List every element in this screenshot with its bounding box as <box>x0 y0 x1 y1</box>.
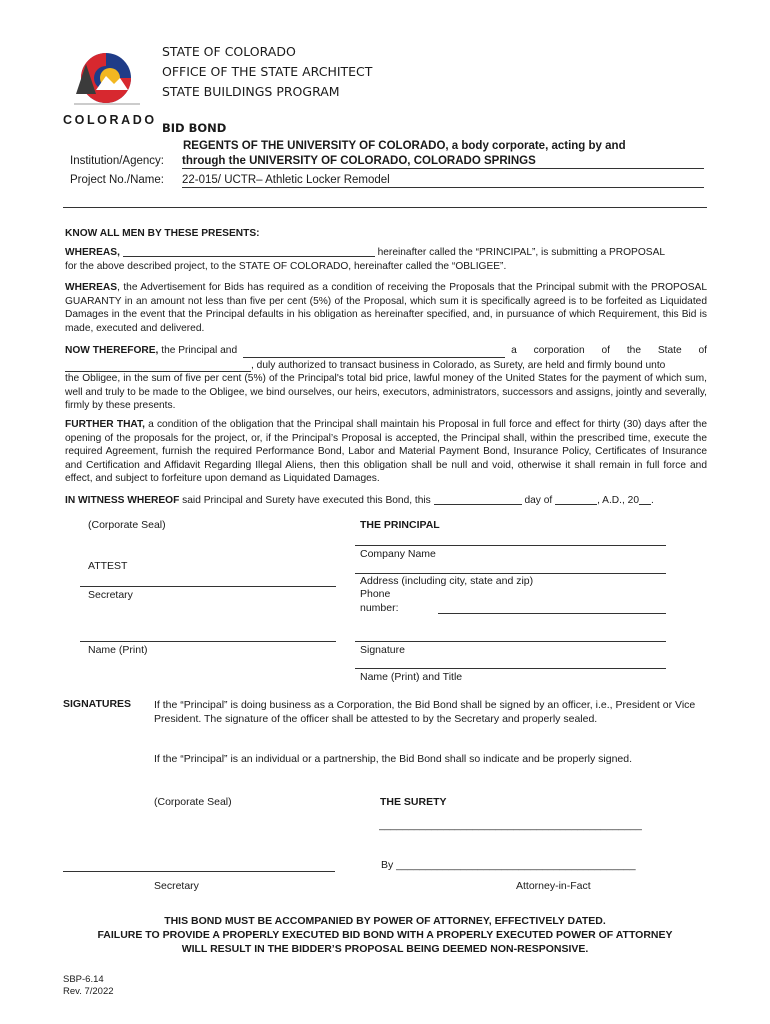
agency-line: STATE BUILDINGS PROGRAM <box>162 84 340 99</box>
further-text: a condition of the obligation that the Principal shall maintain his Proposal in full force and effect for thirty (30) days after the opening of the proposals for the project, or, if the Principal’s Proposal is accepted, the Principal shall, within the prescribed time, execute the required Agreement, furnish the required Performance Bond, Labor and Material Payment Bond, Insurance Policy, Certificates of Insurance and Certification and Affidavit Regarding Illegal Aliens, then this obligation shall be null and void, otherwise it shall remain in full force and effect, and subject to forfeiture upon demand as Liquidated Damages. <box>65 419 707 484</box>
surety-secretary-line[interactable] <box>63 871 335 872</box>
now-b: a corporation of the State of <box>511 345 707 356</box>
agency-line: OFFICE OF THE STATE ARCHITECT <box>162 64 373 79</box>
phone-label: Phone <box>360 588 391 600</box>
colorado-logo <box>70 46 142 106</box>
phone-number-label: number: <box>360 602 399 614</box>
signature-label: Signature <box>360 644 405 656</box>
project-field[interactable] <box>182 174 704 188</box>
whereas-2-lead: WHEREAS <box>65 282 118 293</box>
know-all-heading: KNOW ALL MEN BY THESE PRESENTS: <box>65 228 260 239</box>
footer <box>63 974 114 998</box>
institution-field[interactable] <box>182 155 704 169</box>
document-title: BID BOND <box>162 121 227 135</box>
institution-value-line1: REGENTS OF THE UNIVERSITY OF COLORADO, a body corporate, acting by and <box>183 140 626 152</box>
company-name-label: Company Name <box>360 548 436 560</box>
institution-value-line2: through the UNIVERSITY OF COLORADO, COLORADO SPRINGS <box>182 155 536 167</box>
whereas-1-text-a: hereinafter called the “PRINCIPAL”, is submitting a PROPOSAL <box>377 247 666 258</box>
the-principal-heading: THE PRINCIPAL <box>360 519 440 531</box>
address-line[interactable] <box>355 573 666 574</box>
whereas-1-text-b: for the above described project, to the STATE OF COLORADO, hereinafter called the “OBLIGEE”. <box>65 260 507 272</box>
witness-c: , A.D., 20 <box>597 495 639 506</box>
signature-line[interactable] <box>355 641 666 642</box>
day-blank[interactable] <box>434 504 522 505</box>
notice-line: WILL RESULT IN THE BIDDER’S PROPOSAL BEING DEEMED NON-RESPONSIVE. <box>181 943 589 955</box>
name-title-line[interactable] <box>355 668 666 669</box>
witness-b: day of <box>524 495 553 506</box>
whereas-2-text: , the Advertisement for Bids has required as a condition of receiving the Proposals that the Principal submit with the PROPOSAL GUARANTY in an amount not less than five per cent (5%) of the Proposal, which sum it is specifically agreed is to be forfeited as Liquidated Damages in the event that the Principal defaults in his obligation as hereinafter specified, and, in pursuance of which Requirement, this Bid is made, executed and delivered. <box>65 282 707 334</box>
signatures-para-2: If the “Principal” is an individual or a partnership, the Bid Bond shall so indicate and be properly signed. <box>154 753 633 765</box>
witness-d: . <box>650 495 654 506</box>
attest-label: ATTEST <box>88 560 128 572</box>
corporate-seal-label: (Corporate Seal) <box>88 519 166 531</box>
further-lead: FURTHER THAT, <box>65 419 145 430</box>
whereas-1-lead: WHEREAS, <box>65 247 120 258</box>
notice-line: FAILURE TO PROVIDE A PROPERLY EXECUTED BID BOND WITH A PROPERLY EXECUTED POWER OF ATTORNEY <box>97 929 673 941</box>
project-value: 22-015/ UCTR– Athletic Locker Remodel <box>182 174 390 186</box>
notice-line: THIS BOND MUST BE ACCOMPANIED BY POWER OF ATTORNEY, EFFECTIVELY DATED. <box>164 915 606 927</box>
surety-corporate-seal-label: (Corporate Seal) <box>154 796 232 808</box>
surety-secretary-label: Secretary <box>154 880 199 892</box>
name-print-line[interactable] <box>80 641 336 642</box>
company-name-line[interactable] <box>355 545 666 546</box>
principal-name-blank[interactable] <box>123 256 375 257</box>
further-that <box>65 418 707 486</box>
in-witness <box>65 494 707 508</box>
secretary-label: Secretary <box>88 589 133 601</box>
surety-by-line[interactable]: By _________________________________________ <box>381 859 636 871</box>
agency-block <box>162 42 372 102</box>
attorney-in-fact-label: Attorney-in-Fact <box>516 880 591 892</box>
project-label: Project No./Name: <box>70 174 164 186</box>
witness-a: said Principal and Surety have executed this Bond, this <box>182 495 431 506</box>
address-label: Address (including city, state and zip) <box>360 575 534 587</box>
now-text: the Obligee, in the sum of five per cent (5%) of the Principal's total bid price, lawful money of the United States for the payment of which sum, well and truly to be made to the Obligee, we bind ourselves, our heirs, executors, administrators, successors and assigns, jointly and severally, firmly by these presents. <box>65 373 707 411</box>
now-lead: NOW THEREFORE, <box>65 345 159 356</box>
surety-name-blank[interactable]: _____________________________________________ <box>379 819 642 831</box>
month-blank[interactable] <box>555 504 597 505</box>
whereas-1 <box>65 246 707 273</box>
phone-number-line[interactable] <box>438 613 666 614</box>
name-print-label: Name (Print) <box>88 644 148 656</box>
whereas-2 <box>65 281 707 335</box>
now-a: the Principal and <box>161 345 238 356</box>
notice-block <box>40 914 730 956</box>
secretary-signature-line[interactable] <box>80 586 336 587</box>
form-number: SBP-6.14 <box>63 974 104 985</box>
state-blank[interactable] <box>65 358 251 373</box>
institution-label: Institution/Agency: <box>70 155 164 167</box>
revision: Rev. 7/2022 <box>63 986 114 997</box>
brand-wordmark: COLORADO <box>63 113 157 127</box>
signatures-label: SIGNATURES <box>63 698 132 710</box>
witness-lead: IN WITNESS WHEREOF <box>65 495 180 506</box>
now-therefore <box>65 343 707 413</box>
the-surety-heading: THE SURETY <box>380 796 447 808</box>
name-title-label: Name (Print) and Title <box>360 671 463 683</box>
surety-name-blank[interactable] <box>243 343 505 358</box>
now-c: , duly authorized to transact business in Colorado, as Surety, are held and firmly bound unto <box>251 359 666 371</box>
divider <box>63 207 707 208</box>
signatures-para-1: If the “Principal” is doing business as a Corporation, the Bid Bond shall be signed by an officer, i.e., President or Vice President. The signature of the officer shall be attested to by the Secretary and properly sealed. <box>154 699 696 725</box>
year-blank[interactable] <box>639 504 651 505</box>
agency-line: STATE OF COLORADO <box>162 44 296 59</box>
